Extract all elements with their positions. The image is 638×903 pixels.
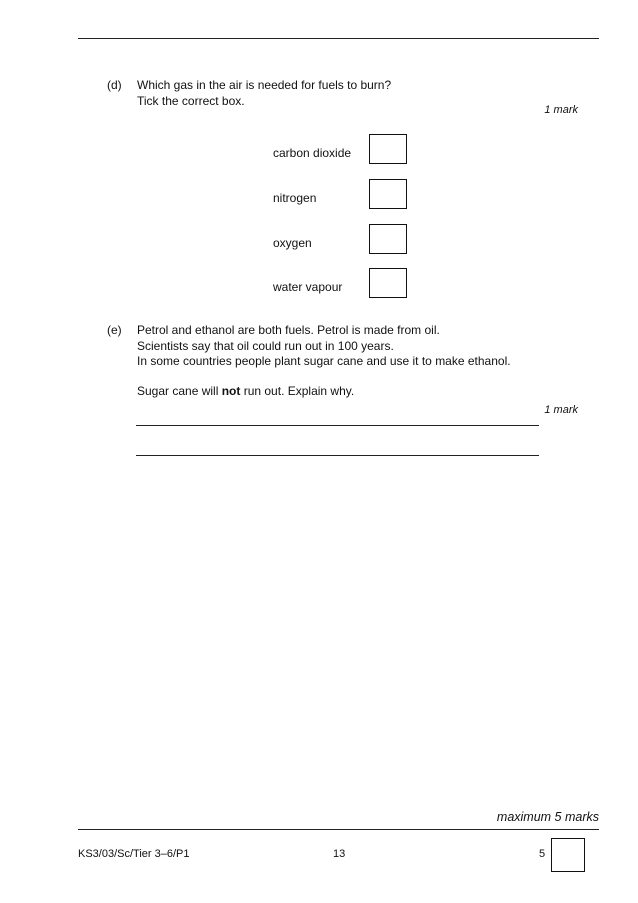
footer-rule	[78, 829, 599, 830]
option-label-nitrogen: nitrogen	[273, 191, 317, 205]
answer-line-2[interactable]	[136, 455, 539, 456]
question-e-text-line1: Petrol and ethanol are both fuels. Petrol is made from oil.	[137, 323, 440, 337]
question-e-text-line2: Scientists say that oil could run out in 100 years.	[137, 339, 394, 353]
option-label-oxygen: oxygen	[273, 236, 312, 250]
question-e-marks: 1 mark	[544, 404, 578, 416]
prompt-text-before: Sugar cane will	[137, 384, 222, 398]
option-label-carbon-dioxide: carbon dioxide	[273, 146, 352, 160]
maximum-marks: maximum 5 marks	[496, 810, 599, 824]
question-e-prompt	[137, 384, 354, 399]
prompt-bold-word: not	[221, 384, 241, 398]
marks-total-box[interactable]	[551, 838, 585, 872]
top-rule	[78, 38, 599, 39]
tick-box-water-vapour[interactable]	[369, 268, 407, 298]
tick-box-nitrogen[interactable]	[369, 179, 407, 209]
tick-box-carbon-dioxide[interactable]	[369, 134, 407, 164]
option-label-water-vapour: water vapour	[273, 280, 343, 294]
question-e-label: (e)	[107, 323, 122, 337]
question-d-marks: 1 mark	[544, 104, 578, 116]
marks-box-number: 5	[539, 848, 546, 860]
tick-box-oxygen[interactable]	[369, 224, 407, 254]
question-d-instruction: Tick the correct box.	[137, 94, 245, 108]
question-e-text-line3: In some countries people plant sugar cane and use it to make ethanol.	[137, 354, 511, 368]
paper-code: KS3/03/Sc/Tier 3–6/P1	[78, 848, 190, 860]
question-d-text: Which gas in the air is needed for fuels to burn?	[137, 78, 392, 92]
question-d-label: (d)	[107, 78, 122, 92]
answer-line-1[interactable]	[136, 425, 539, 426]
page-number: 13	[333, 848, 346, 860]
prompt-text-after: run out. Explain why.	[240, 384, 355, 398]
